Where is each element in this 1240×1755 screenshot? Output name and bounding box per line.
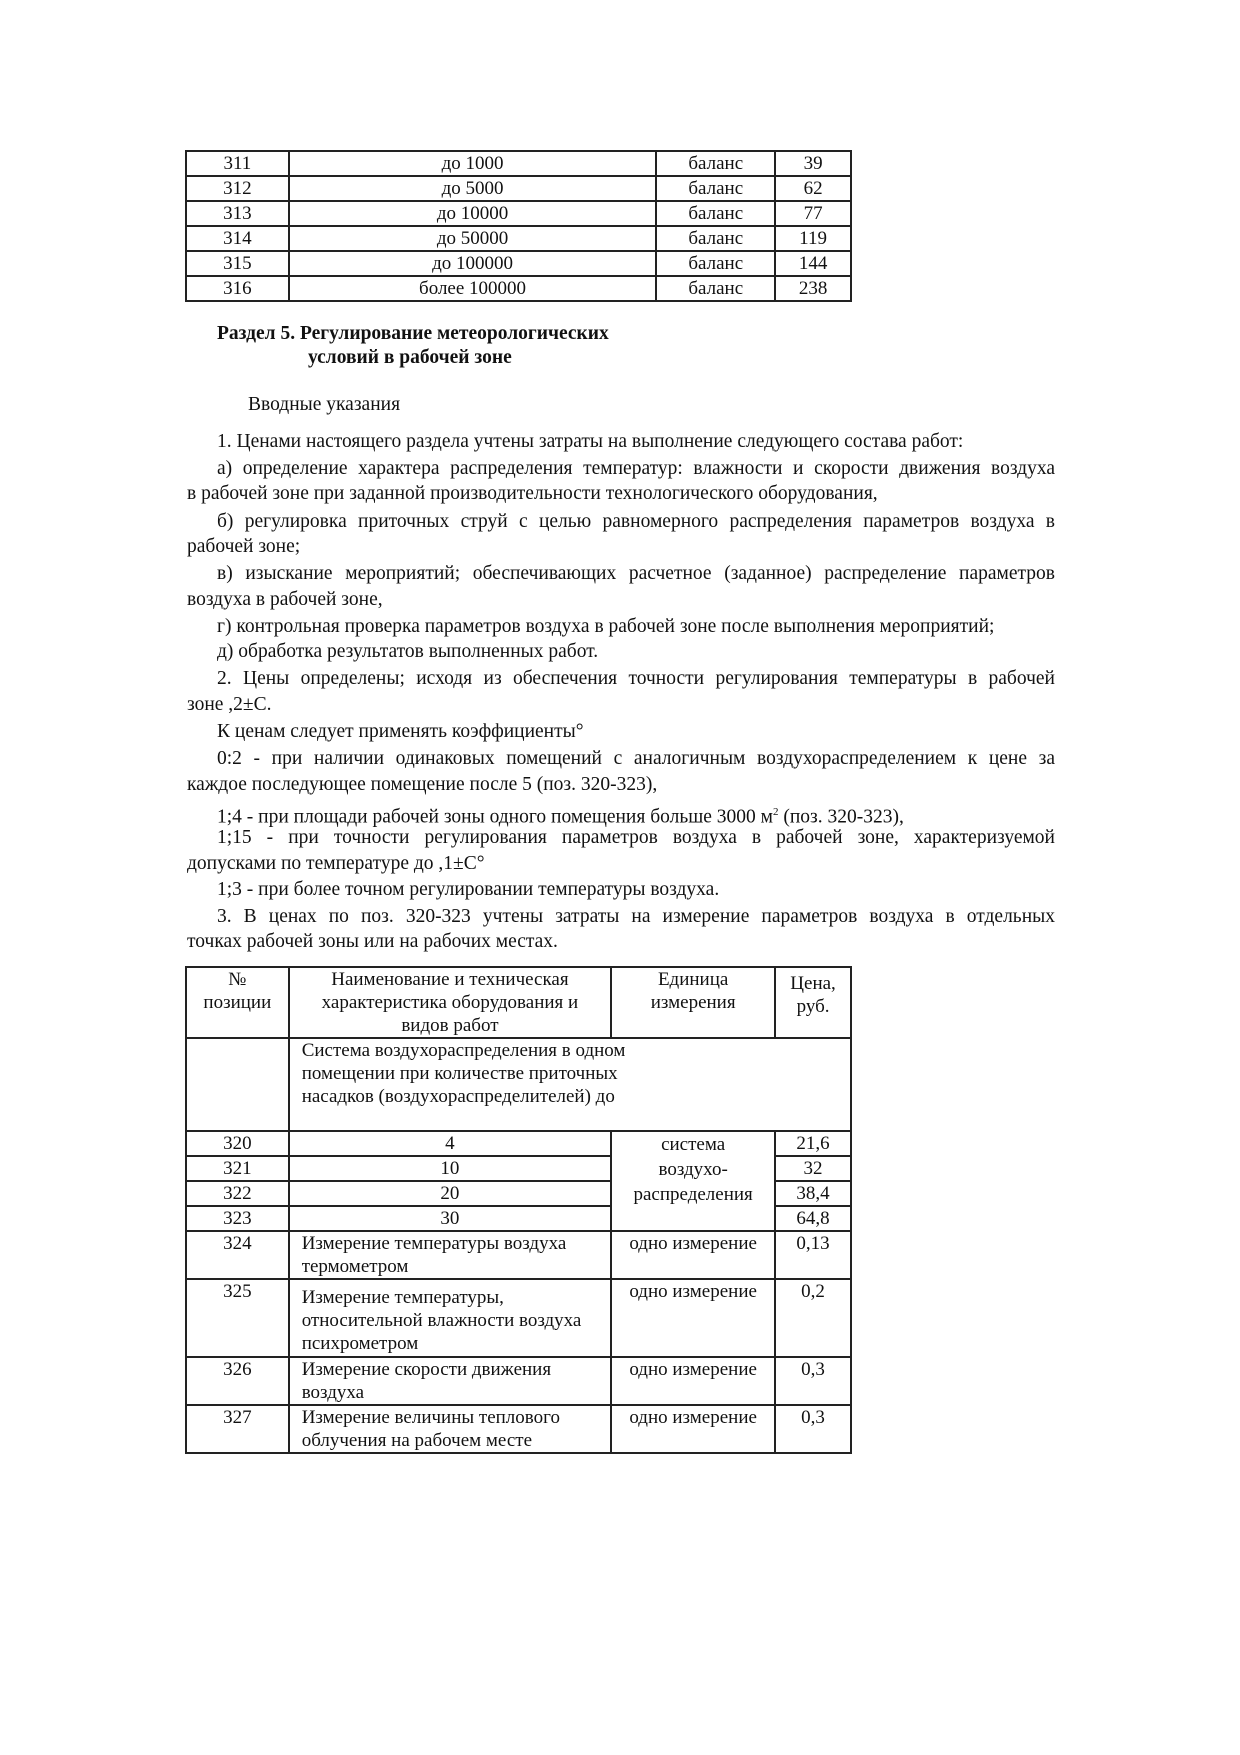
paragraph-line: [187, 667, 1055, 691]
table-cell: система воздухо-распределения: [611, 1131, 775, 1231]
table-row: [186, 1038, 851, 1131]
table-cell: Система воздухораспределения в одном помещении при количестве приточных насадков (воздухораспределителей) до: [289, 1038, 851, 1131]
table-cell: 119: [775, 226, 851, 251]
paragraph-line: [187, 562, 1055, 586]
line-text: 1;3 - при более точном регулировании температуры воздуха.: [217, 879, 720, 900]
table-cell: до 10000: [289, 201, 657, 226]
line-text: воздуха в рабочей зоне,: [187, 589, 383, 610]
superscript: 2: [773, 806, 779, 818]
table-cell: одно измерение: [611, 1357, 775, 1405]
table-cell: 0,2: [775, 1279, 851, 1357]
table-cell: 64,8: [775, 1206, 851, 1231]
paragraph-line: [187, 773, 1055, 797]
line-text: 3. В ценах по поз. 320-323 учтены затраты на измерение параметров воздуха в отдельных: [217, 906, 1055, 927]
table-cell: до 100000: [289, 251, 657, 276]
table-cell: 311: [186, 151, 289, 176]
table-row: [186, 1357, 851, 1405]
table-cell: 323: [186, 1206, 289, 1231]
table-cell: 30: [289, 1206, 611, 1231]
table-row: [186, 226, 851, 251]
table-cell: 0,3: [775, 1405, 851, 1453]
table-row: [186, 1279, 851, 1357]
intro-heading: Вводные указания: [248, 394, 401, 415]
table-cell: баланс: [656, 276, 775, 301]
table-cell: 38,4: [775, 1181, 851, 1206]
paragraph-line: [187, 615, 1055, 639]
table-cell: баланс: [656, 151, 775, 176]
price-table-top: [185, 150, 852, 302]
line-text: точках рабочей зоны или на рабочих местах.: [187, 931, 558, 952]
table-cell: 10: [289, 1156, 611, 1181]
paragraph-line: [187, 930, 1055, 954]
paragraph-line: [187, 640, 1055, 664]
paragraph-line: [187, 510, 1055, 534]
table-cell: 21,6: [775, 1131, 851, 1156]
table-cell: до 5000: [289, 176, 657, 201]
table-cell: одно измерение: [611, 1405, 775, 1453]
line-text: рабочей зоне;: [187, 536, 301, 557]
table-cell: 321: [186, 1156, 289, 1181]
table-cell: 77: [775, 201, 851, 226]
line-text: в рабочей зоне при заданной производительности технологического оборудования,: [187, 483, 878, 504]
table-cell: 320: [186, 1131, 289, 1156]
table-cell: одно измерение: [611, 1231, 775, 1279]
line-text: 1;15 - при точности регулирования параметров воздуха в рабочей зоне, характеризуемой: [217, 827, 1055, 848]
table-cell: 20: [289, 1181, 611, 1206]
table-cell: 39: [775, 151, 851, 176]
table-cell: 0,3: [775, 1357, 851, 1405]
table-cell: баланс: [656, 226, 775, 251]
table-row: [186, 1405, 851, 1453]
table-cell: 32: [775, 1156, 851, 1181]
table-cell: баланс: [656, 251, 775, 276]
line-text: 1. Ценами настоящего раздела учтены затраты на выполнение следующего состава работ:: [217, 431, 964, 452]
column-header: Наименование и техническая характеристика оборудования и видов работ: [289, 967, 611, 1038]
table-cell: одно измерение: [611, 1279, 775, 1357]
line-text: г) контрольная проверка параметров воздуха в рабочей зоне после выполнения мероприятий;: [217, 616, 995, 637]
table-cell: 316: [186, 276, 289, 301]
table-cell: Измерение величины теплового облучения на рабочем месте: [289, 1405, 611, 1453]
table-cell: 312: [186, 176, 289, 201]
table-cell: 315: [186, 251, 289, 276]
table-row: [186, 251, 851, 276]
table-cell: до 50000: [289, 226, 657, 251]
table-row: [186, 201, 851, 226]
table-cell: 322: [186, 1181, 289, 1206]
line-text: 2. Цены определены; исходя из обеспечения точности регулирования температуры в рабочей: [217, 668, 1055, 689]
column-header: № позиции: [186, 967, 289, 1038]
section-title-line2: условий в рабочей зоне: [308, 347, 512, 368]
table-cell: 0,13: [775, 1231, 851, 1279]
paragraph-line: [187, 826, 1055, 850]
table-row: [186, 1231, 851, 1279]
table-row: [186, 967, 851, 1038]
paragraph-line: [187, 482, 1055, 506]
line-text: 1;4 - при площади рабочей зоны одного помещения больше 3000 м: [217, 806, 773, 828]
table-cell: 324: [186, 1231, 289, 1279]
line-text: допусками по температуре до ,1±С°: [187, 853, 485, 874]
table-cell: до 1000: [289, 151, 657, 176]
line-text: а) определение характера распределения температур: влажности и скорости движения воздуха: [217, 458, 1055, 479]
table-cell: 313: [186, 201, 289, 226]
column-header: Цена, руб.: [775, 967, 851, 1038]
table-row: [186, 1131, 851, 1156]
table-cell: 144: [775, 251, 851, 276]
section-title: Раздел 5. Регулирование метеорологических: [217, 323, 609, 344]
column-header: Единица измерения: [611, 967, 775, 1038]
table-cell: 325: [186, 1279, 289, 1357]
paragraph-line: [187, 852, 1055, 876]
paragraph-line: [187, 720, 1055, 744]
table-cell: Измерение температуры воздуха термометром: [289, 1231, 611, 1279]
table-cell: 238: [775, 276, 851, 301]
table-cell: 314: [186, 226, 289, 251]
price-table-main: [185, 966, 852, 1454]
table-cell: Измерение температуры, относительной влажности воздуха психрометром: [289, 1279, 611, 1357]
table-cell: более 100000: [289, 276, 657, 301]
table-row: [186, 151, 851, 176]
line-text: д) обработка результатов выполненных работ.: [217, 641, 599, 662]
paragraph-line: [187, 430, 1055, 454]
table-row: [186, 176, 851, 201]
table-cell: 326: [186, 1357, 289, 1405]
paragraph-line: [187, 878, 1055, 902]
paragraph-line: [187, 535, 1055, 559]
table-cell: 62: [775, 176, 851, 201]
line-text: (поз. 320-323),: [778, 806, 904, 828]
paragraph-line: [187, 693, 1055, 717]
line-text: каждое последующее помещение после 5 (поз. 320-323),: [187, 774, 658, 795]
table-cell: Измерение скорости движения воздуха: [289, 1357, 611, 1405]
line-text: К ценам следует применять коэффициенты°: [217, 721, 584, 742]
table-cell: баланс: [656, 201, 775, 226]
table-cell: 4: [289, 1131, 611, 1156]
paragraph-line: [187, 747, 1055, 771]
table-row: [186, 276, 851, 301]
paragraph-line: [187, 905, 1055, 929]
line-text: 0:2 - при наличии одинаковых помещений с аналогичным воздухораспределением к цене за: [217, 748, 1055, 769]
table-cell: баланс: [656, 176, 775, 201]
table-cell: [186, 1038, 289, 1131]
paragraph-line: [187, 457, 1055, 481]
line-text: в) изыскание мероприятий; обеспечивающих расчетное (заданное) распределение параметров: [217, 563, 1055, 584]
line-text: зоне ,2±С.: [187, 694, 272, 715]
line-text: б) регулировка приточных струй с целью равномерного распределения параметров воздуха в: [217, 511, 1055, 532]
paragraph-line: [187, 588, 1055, 612]
table-cell: 327: [186, 1405, 289, 1453]
